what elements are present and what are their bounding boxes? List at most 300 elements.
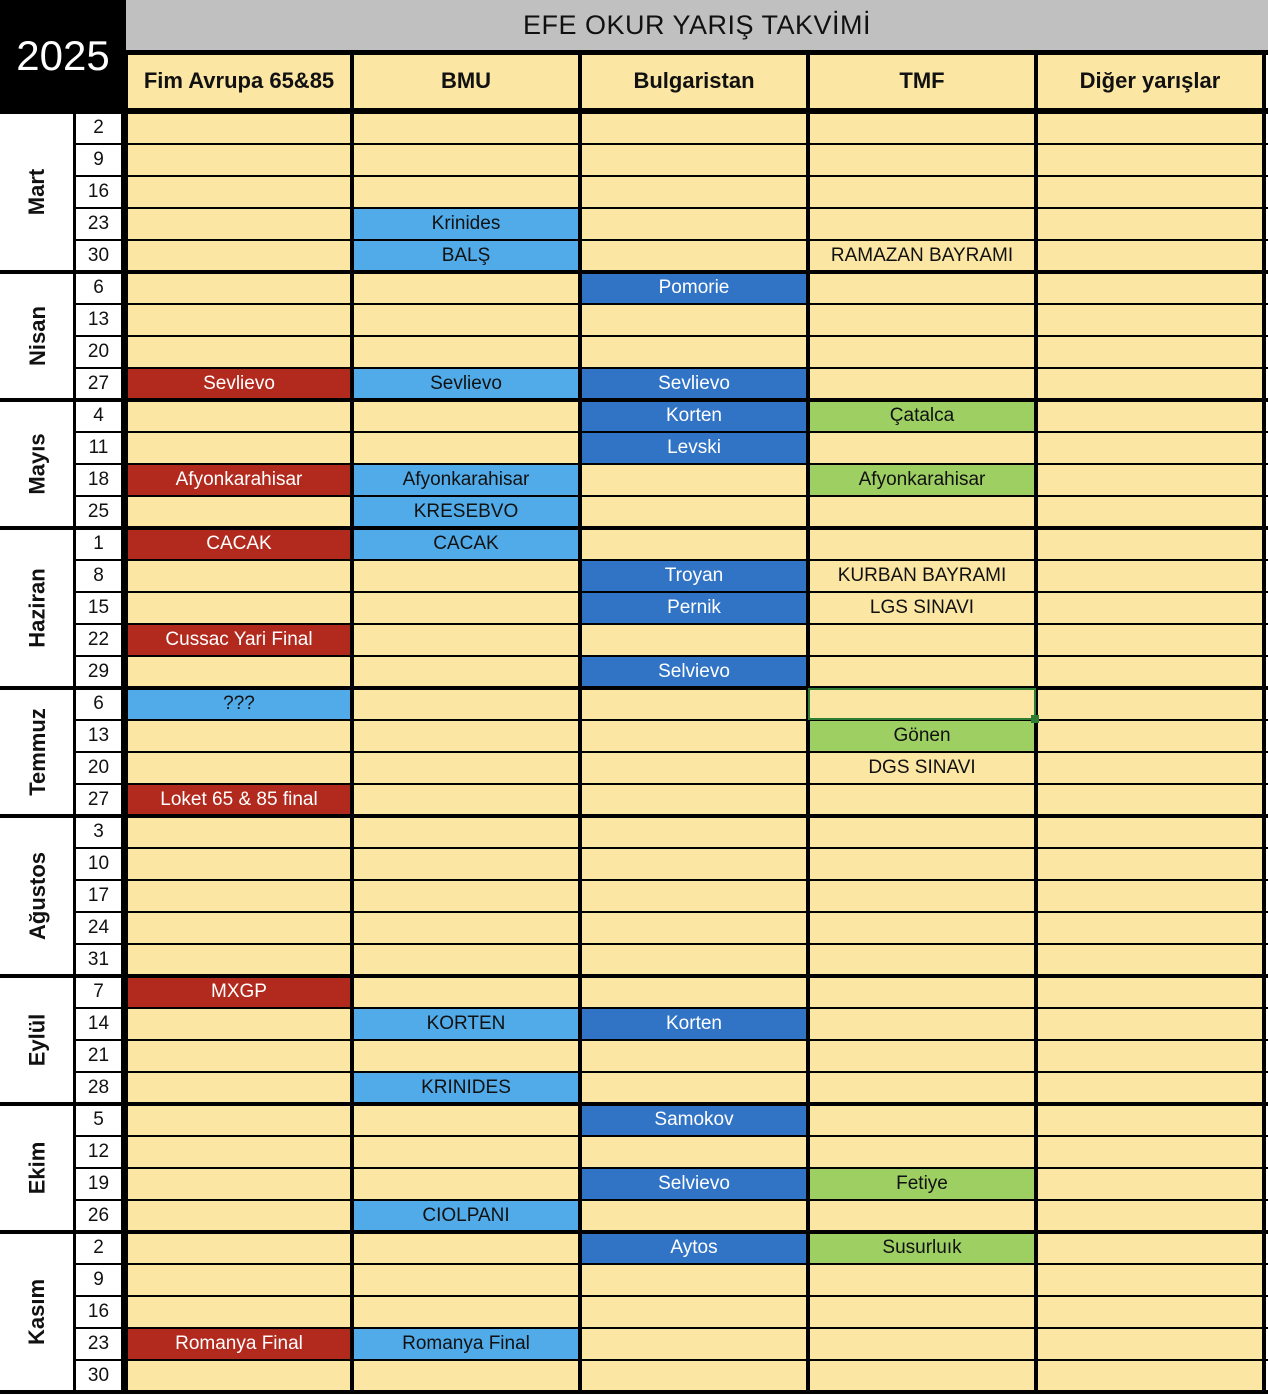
calendar-cell[interactable] (808, 1040, 1036, 1072)
grid-line (75, 1135, 1268, 1137)
calendar-cell[interactable] (1036, 528, 1264, 560)
grid-line (75, 239, 1268, 241)
grid-line (75, 143, 1268, 145)
calendar-cell[interactable] (352, 1264, 580, 1296)
calendar-cell[interactable] (1036, 1232, 1264, 1264)
calendar-cell[interactable] (1036, 176, 1264, 208)
calendar-cell[interactable]: Loket 65 & 85 final (126, 784, 352, 816)
calendar-cell[interactable] (580, 144, 808, 176)
grid-line (0, 110, 1268, 114)
day-number[interactable]: 22 (75, 624, 122, 656)
day-number[interactable]: 26 (75, 1200, 122, 1232)
calendar-cell[interactable]: KORTEN (352, 1008, 580, 1040)
day-number[interactable]: 13 (75, 304, 122, 336)
calendar-cell[interactable] (126, 1200, 352, 1232)
calendar-cell[interactable] (808, 624, 1036, 656)
calendar-cell[interactable] (352, 976, 580, 1008)
calendar-cell[interactable] (580, 464, 808, 496)
calendar-cell[interactable] (808, 1200, 1036, 1232)
calendar-cell[interactable] (352, 1168, 580, 1200)
calendar-cell[interactable]: Selvievo (580, 656, 808, 688)
calendar-cell[interactable] (1036, 1360, 1264, 1392)
calendar-cell[interactable]: Selvievo (580, 1168, 808, 1200)
calendar-cell[interactable] (1036, 208, 1264, 240)
calendar-cell[interactable]: ??? (126, 688, 352, 720)
calendar-cell[interactable] (126, 1104, 352, 1136)
calendar-cell[interactable] (126, 496, 352, 528)
calendar-cell[interactable]: CACAK (352, 528, 580, 560)
calendar-cell[interactable] (1036, 880, 1264, 912)
calendar-title[interactable]: EFE OKUR YARIŞ TAKVİMİ (126, 0, 1268, 50)
calendar-cell[interactable] (580, 1296, 808, 1328)
month-label (0, 400, 75, 528)
calendar-cell[interactable] (352, 304, 580, 336)
month-name: Eylül (24, 1013, 50, 1067)
calendar-cell[interactable] (808, 880, 1036, 912)
calendar-cell[interactable] (352, 944, 580, 976)
calendar-cell[interactable] (1036, 784, 1264, 816)
calendar-cell[interactable] (352, 848, 580, 880)
calendar-cell[interactable] (1036, 592, 1264, 624)
calendar-cell[interactable] (580, 240, 808, 272)
calendar-cell[interactable] (808, 336, 1036, 368)
day-number[interactable]: 2 (75, 112, 122, 144)
column-header-2[interactable]: BMU (352, 50, 580, 112)
day-number[interactable]: 29 (75, 656, 122, 688)
calendar-cell[interactable]: Cussac Yari Final (126, 624, 352, 656)
calendar-cell[interactable] (126, 944, 352, 976)
column-header-4[interactable]: TMF (808, 50, 1036, 112)
calendar-cell[interactable] (126, 112, 352, 144)
day-number[interactable]: 8 (75, 560, 122, 592)
month-name: Ekim (24, 1141, 50, 1195)
grid-line (806, 112, 810, 1392)
calendar-cell[interactable]: Romanya Final (352, 1328, 580, 1360)
selection-handle[interactable] (1031, 715, 1039, 723)
calendar-cell[interactable]: Korten (580, 400, 808, 432)
column-header-3[interactable]: Bulgaristan (580, 50, 808, 112)
calendar-cell[interactable] (580, 304, 808, 336)
calendar-cell[interactable]: KRINIDES (352, 1072, 580, 1104)
year-label[interactable]: 2025 (0, 0, 126, 112)
calendar-cell[interactable] (126, 1136, 352, 1168)
calendar-cell[interactable] (126, 336, 352, 368)
day-number[interactable]: 15 (75, 592, 122, 624)
calendar-cell[interactable] (808, 848, 1036, 880)
calendar-cell[interactable] (1036, 752, 1264, 784)
calendar-cell[interactable] (808, 816, 1036, 848)
day-number[interactable]: 2 (75, 1232, 122, 1264)
calendar-cell[interactable] (1036, 240, 1264, 272)
grid-line (75, 1263, 1268, 1265)
calendar-cell[interactable] (580, 1040, 808, 1072)
calendar-cell[interactable] (1036, 624, 1264, 656)
calendar-cell[interactable] (1036, 304, 1264, 336)
calendar-cell[interactable]: CIOLPANI (352, 1200, 580, 1232)
calendar-cell[interactable] (580, 624, 808, 656)
calendar-cell[interactable] (352, 400, 580, 432)
calendar-cell[interactable] (352, 752, 580, 784)
calendar-cell[interactable] (352, 144, 580, 176)
calendar-cell[interactable] (580, 1200, 808, 1232)
calendar-cell[interactable] (1036, 1328, 1264, 1360)
calendar-cell[interactable] (352, 688, 580, 720)
grid-line (0, 686, 1268, 690)
calendar-cell[interactable] (352, 176, 580, 208)
calendar-cell[interactable]: DGS SINAVI (808, 752, 1036, 784)
calendar-cell[interactable] (126, 208, 352, 240)
calendar-cell[interactable] (352, 1232, 580, 1264)
calendar-cell[interactable] (580, 176, 808, 208)
calendar-cell[interactable]: Afyonkarahisar (808, 464, 1036, 496)
calendar-cell[interactable] (580, 912, 808, 944)
calendar-cell[interactable] (126, 176, 352, 208)
month-label (0, 976, 75, 1104)
calendar-cell[interactable] (352, 560, 580, 592)
calendar-cell[interactable] (808, 144, 1036, 176)
day-number[interactable]: 16 (75, 1296, 122, 1328)
month-name: Mayıs (24, 433, 50, 495)
calendar-cell[interactable] (1036, 560, 1264, 592)
calendar-cell[interactable] (808, 528, 1036, 560)
grid-line (75, 1007, 1268, 1009)
calendar-cell[interactable] (580, 752, 808, 784)
calendar-cell[interactable] (352, 784, 580, 816)
day-number[interactable]: 3 (75, 816, 122, 848)
calendar-cell[interactable] (126, 400, 352, 432)
grid-line (75, 303, 1268, 305)
calendar-cell[interactable]: Afyonkarahisar (126, 464, 352, 496)
calendar-cell[interactable] (126, 752, 352, 784)
day-number[interactable]: 20 (75, 752, 122, 784)
calendar-cell[interactable] (1036, 1296, 1264, 1328)
calendar-cell[interactable] (1036, 1264, 1264, 1296)
calendar-cell[interactable] (352, 1040, 580, 1072)
calendar-cell[interactable] (808, 688, 1036, 720)
calendar-cell[interactable] (808, 1264, 1036, 1296)
calendar-cell[interactable] (1036, 400, 1264, 432)
month-label (0, 1104, 75, 1232)
calendar-cell[interactable] (126, 1072, 352, 1104)
calendar-cell[interactable] (808, 976, 1036, 1008)
grid-line (578, 112, 582, 1392)
calendar-cell[interactable] (808, 1072, 1036, 1104)
calendar-cell[interactable] (126, 880, 352, 912)
grid-line (75, 463, 1268, 465)
calendar-cell[interactable]: CACAK (126, 528, 352, 560)
day-number[interactable]: 28 (75, 1072, 122, 1104)
calendar-cell[interactable] (126, 656, 352, 688)
day-number[interactable]: 30 (75, 1360, 122, 1392)
calendar-cell[interactable] (1036, 1168, 1264, 1200)
calendar-cell[interactable] (580, 1328, 808, 1360)
calendar-cell[interactable]: Sevlievo (126, 368, 352, 400)
day-number[interactable]: 17 (75, 880, 122, 912)
calendar-cell[interactable] (808, 496, 1036, 528)
grid-line (0, 814, 1268, 818)
calendar-cell[interactable] (580, 816, 808, 848)
column-header-5[interactable]: Diğer yarışlar (1036, 50, 1264, 112)
grid-line (1034, 50, 1038, 112)
grid-line (75, 719, 1268, 721)
calendar-cell[interactable] (1036, 112, 1264, 144)
calendar-cell[interactable]: KRESEBVO (352, 496, 580, 528)
calendar-cell[interactable] (1036, 1200, 1264, 1232)
calendar-cell[interactable] (808, 1360, 1036, 1392)
month-label (0, 112, 75, 272)
calendar-cell[interactable]: BALŞ (352, 240, 580, 272)
day-number[interactable]: 24 (75, 912, 122, 944)
calendar-cell[interactable] (808, 176, 1036, 208)
calendar-cell[interactable] (808, 208, 1036, 240)
grid-line (0, 1230, 1268, 1234)
grid-line (0, 1390, 1268, 1394)
calendar-cell[interactable] (1036, 432, 1264, 464)
calendar-cell[interactable]: Pomorie (580, 272, 808, 304)
calendar-cell[interactable] (580, 1264, 808, 1296)
calendar-cell[interactable] (808, 944, 1036, 976)
grid-line (350, 112, 354, 1392)
calendar-cell[interactable] (126, 1360, 352, 1392)
calendar-cell[interactable] (1036, 1008, 1264, 1040)
calendar-cell[interactable]: RAMAZAN BAYRAMI (808, 240, 1036, 272)
day-number[interactable]: 20 (75, 336, 122, 368)
day-number[interactable]: 9 (75, 1264, 122, 1296)
calendar-cell[interactable]: Susurluık (808, 1232, 1036, 1264)
calendar-cell[interactable]: KURBAN BAYRAMI (808, 560, 1036, 592)
calendar-cell[interactable] (126, 1008, 352, 1040)
calendar-cell[interactable] (1036, 1104, 1264, 1136)
calendar-cell[interactable] (808, 784, 1036, 816)
calendar-cell[interactable] (1036, 144, 1264, 176)
calendar-cell[interactable] (352, 816, 580, 848)
day-number[interactable]: 5 (75, 1104, 122, 1136)
calendar-cell[interactable] (126, 1232, 352, 1264)
grid-line (0, 974, 1268, 978)
month-name: Haziran (24, 568, 50, 648)
calendar-cell[interactable] (1036, 368, 1264, 400)
grid-line (75, 623, 1268, 625)
calendar-cell[interactable]: LGS SINAVI (808, 592, 1036, 624)
calendar-cell[interactable]: Sevlievo (352, 368, 580, 400)
month-name: Temmuz (24, 708, 50, 796)
calendar-cell[interactable]: Levski (580, 432, 808, 464)
month-label (0, 272, 75, 400)
calendar-cell[interactable]: Romanya Final (126, 1328, 352, 1360)
calendar-cell[interactable] (808, 272, 1036, 304)
grid-line (75, 495, 1268, 497)
calendar-cell[interactable] (1036, 688, 1264, 720)
calendar-cell[interactable] (580, 496, 808, 528)
day-number[interactable]: 27 (75, 784, 122, 816)
calendar-cell[interactable] (808, 432, 1036, 464)
day-number[interactable]: 25 (75, 496, 122, 528)
day-number[interactable]: 14 (75, 1008, 122, 1040)
calendar-cell[interactable] (352, 1360, 580, 1392)
grid-line (75, 1167, 1268, 1169)
calendar-cell[interactable]: Çatalca (808, 400, 1036, 432)
calendar-cell[interactable] (126, 912, 352, 944)
grid-line (1034, 112, 1038, 1392)
calendar-cell[interactable] (808, 1328, 1036, 1360)
calendar-cell[interactable] (580, 1136, 808, 1168)
calendar-cell[interactable] (808, 368, 1036, 400)
calendar-cell[interactable] (126, 304, 352, 336)
day-number[interactable]: 16 (75, 176, 122, 208)
calendar-cell[interactable] (126, 720, 352, 752)
grid-line (75, 175, 1268, 177)
calendar-cell[interactable]: Troyan (580, 560, 808, 592)
calendar-cell[interactable] (580, 336, 808, 368)
day-number[interactable]: 11 (75, 432, 122, 464)
calendar-cell[interactable]: Korten (580, 1008, 808, 1040)
calendar-cell[interactable]: MXGP (126, 976, 352, 1008)
calendar-cell[interactable] (1036, 272, 1264, 304)
calendar-cell[interactable] (352, 432, 580, 464)
day-number[interactable]: 23 (75, 1328, 122, 1360)
calendar-cell[interactable] (352, 112, 580, 144)
calendar-cell[interactable] (1036, 720, 1264, 752)
calendar-cell[interactable] (1036, 976, 1264, 1008)
calendar-cell[interactable] (126, 592, 352, 624)
calendar-cell[interactable] (352, 624, 580, 656)
month-name: Nisan (24, 306, 50, 366)
calendar-cell[interactable] (1036, 912, 1264, 944)
column-header-1[interactable]: Fim Avrupa 65&85 (126, 50, 352, 112)
day-number[interactable]: 10 (75, 848, 122, 880)
grid-line (75, 751, 1268, 753)
calendar-cell[interactable] (808, 1104, 1036, 1136)
calendar-cell[interactable] (352, 1136, 580, 1168)
calendar-cell[interactable] (352, 1104, 580, 1136)
grid-line (75, 847, 1268, 849)
calendar-cell[interactable] (808, 1136, 1036, 1168)
calendar-cell[interactable] (1036, 816, 1264, 848)
day-number[interactable]: 13 (75, 720, 122, 752)
grid-line (75, 783, 1268, 785)
calendar-cell[interactable] (580, 784, 808, 816)
calendar-cell[interactable] (580, 112, 808, 144)
calendar-cell[interactable] (580, 720, 808, 752)
calendar-cell[interactable] (126, 144, 352, 176)
calendar-cell[interactable]: Afyonkarahisar (352, 464, 580, 496)
calendar-cell[interactable] (1036, 336, 1264, 368)
calendar-cell[interactable] (352, 720, 580, 752)
calendar-cell[interactable] (126, 432, 352, 464)
calendar-cell[interactable] (126, 1168, 352, 1200)
calendar-cell[interactable] (1036, 1072, 1264, 1104)
calendar-cell[interactable] (1036, 656, 1264, 688)
calendar-cell[interactable] (580, 688, 808, 720)
calendar-cell[interactable]: Krinides (352, 208, 580, 240)
calendar-cell[interactable] (126, 272, 352, 304)
day-number[interactable]: 6 (75, 272, 122, 304)
day-number[interactable]: 9 (75, 144, 122, 176)
month-label (0, 528, 75, 688)
day-number[interactable]: 18 (75, 464, 122, 496)
calendar-cell[interactable] (808, 304, 1036, 336)
day-number[interactable]: 21 (75, 1040, 122, 1072)
day-number[interactable]: 23 (75, 208, 122, 240)
calendar-cell[interactable] (1036, 464, 1264, 496)
calendar-cell[interactable] (808, 112, 1036, 144)
grid-line (75, 943, 1268, 945)
grid-line (350, 50, 354, 112)
day-number[interactable]: 7 (75, 976, 122, 1008)
grid-line (806, 50, 810, 112)
calendar-cell[interactable] (1036, 496, 1264, 528)
grid-line (0, 398, 1268, 402)
calendar-cell[interactable]: Samokov (580, 1104, 808, 1136)
day-number[interactable]: 19 (75, 1168, 122, 1200)
grid-line (75, 1199, 1268, 1201)
calendar-cell[interactable] (352, 336, 580, 368)
calendar-cell[interactable] (580, 1360, 808, 1392)
calendar-cell[interactable] (580, 848, 808, 880)
month-label (0, 1232, 75, 1392)
grid-line (1262, 50, 1266, 112)
calendar-cell[interactable] (580, 208, 808, 240)
month-name: Ağustos (24, 852, 50, 940)
calendar-cell[interactable] (126, 560, 352, 592)
day-number[interactable]: 12 (75, 1136, 122, 1168)
calendar-cell[interactable] (1036, 848, 1264, 880)
day-number[interactable]: 4 (75, 400, 122, 432)
calendar-cell[interactable] (808, 656, 1036, 688)
grid-line (1262, 112, 1266, 1392)
calendar-cell[interactable] (126, 1296, 352, 1328)
calendar-cell[interactable]: Aytos (580, 1232, 808, 1264)
calendar-cell[interactable] (808, 1008, 1036, 1040)
day-number[interactable]: 31 (75, 944, 122, 976)
calendar-cell[interactable] (580, 944, 808, 976)
calendar-cell[interactable] (1036, 944, 1264, 976)
calendar-cell[interactable] (352, 656, 580, 688)
day-number[interactable]: 1 (75, 528, 122, 560)
calendar-cell[interactable] (580, 528, 808, 560)
calendar-cell[interactable] (808, 912, 1036, 944)
calendar-cell[interactable] (126, 848, 352, 880)
day-number[interactable]: 30 (75, 240, 122, 272)
grid-line (75, 655, 1268, 657)
calendar-cell[interactable] (808, 1296, 1036, 1328)
calendar-cell[interactable]: Gönen (808, 720, 1036, 752)
calendar-cell[interactable] (580, 1072, 808, 1104)
calendar-cell[interactable] (580, 976, 808, 1008)
calendar-cell[interactable] (352, 912, 580, 944)
calendar-cell[interactable]: Sevlievo (580, 368, 808, 400)
calendar-cell[interactable]: Pernik (580, 592, 808, 624)
calendar-cell[interactable] (580, 880, 808, 912)
calendar-cell[interactable] (126, 816, 352, 848)
calendar-cell[interactable]: Fetiye (808, 1168, 1036, 1200)
day-number[interactable]: 27 (75, 368, 122, 400)
calendar-cell[interactable] (352, 592, 580, 624)
calendar-cell[interactable] (126, 1040, 352, 1072)
calendar-cell[interactable] (1036, 1136, 1264, 1168)
grid-line (75, 1295, 1268, 1297)
calendar-cell[interactable] (352, 880, 580, 912)
day-number[interactable]: 6 (75, 688, 122, 720)
month-name: Mart (24, 168, 50, 216)
calendar-cell[interactable] (126, 1264, 352, 1296)
grid-line (0, 526, 1268, 530)
grid-line (75, 1071, 1268, 1073)
calendar-cell[interactable] (352, 1296, 580, 1328)
calendar-cell[interactable] (352, 272, 580, 304)
calendar-cell[interactable] (1036, 1040, 1264, 1072)
calendar-cell[interactable] (126, 240, 352, 272)
